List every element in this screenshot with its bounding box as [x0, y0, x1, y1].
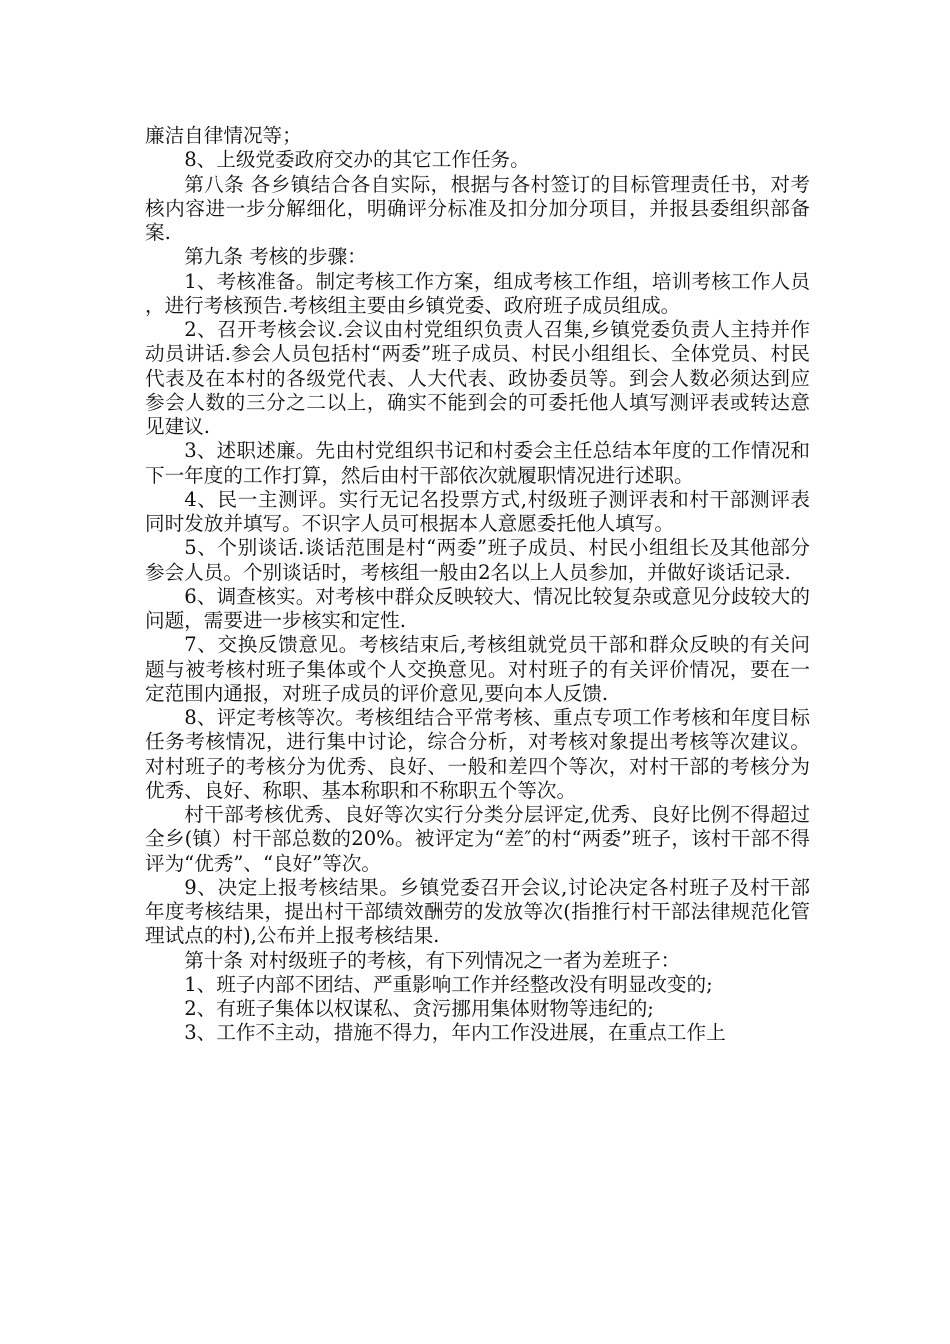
paragraph: 7、交换反馈意见。考核结束后,考核组就党员干部和群众反映的有关问题与被考核村班子集体或个人交换意见。对村班子的有关评价情况，要在一定范围内通报，对班子成员的评价意见,要向本人反馈.: [145, 633, 810, 705]
paragraph: 1、班子内部不团结、严重影响工作并经整改没有明显改变的;: [184, 972, 713, 996]
paragraph: 4、民一主测评。实行无记名投票方式,村级班子测评表和村干部测评表同时发放并填写。不识字人员可根据本人意愿委托他人填写。: [145, 487, 810, 535]
paragraph-article-8: 第八条 各乡镇结合各自实际，根据与各村签订的目标管理责任书，对考核内容进一步分解细化，明确评分标准及扣分加分项目，并报县委组织部备案.: [145, 172, 810, 244]
paragraph: 6、调查核实。对考核中群众反映较大、情况比较复杂或意见分歧较大的问题，需要进一步核实和定性.: [145, 584, 810, 632]
paragraph: 廉洁自律情况等；: [145, 124, 302, 147]
paragraph-article-9: 第九条 考核的步骤：: [184, 245, 367, 269]
paragraph: 2、有班子集体以权谋私、贪污挪用集体财物等违纪的;: [184, 997, 654, 1020]
paragraph: 2、召开考核会议.会议由村党组织负责人召集,乡镇党委负责人主持并作动员讲话.参会人员包括村“两委”班子成员、村民小组组长、全体党员、村民代表及在本村的各级党代表、人大代表、政协委员等。到会人数必须达到应参会人数的三分之二以上，确实不能到会的可委托他人填写测评表或转达意见建议.: [145, 318, 810, 438]
paragraph: 9、决定上报考核结果。乡镇党委召开会议,讨论决定各村班子及村干部年度考核结果，提出村干部绩效酬劳的发放等次(指推行村干部法律规范化管理试点的村),公布并上报考核结果.: [145, 875, 810, 948]
paragraph-article-10: 第十条 对村级班子的考核，有下列情况之一者为差班子：: [184, 948, 681, 972]
document-page: [145, 124, 810, 1046]
paragraph: 3、工作不主动，措施不得力，年内工作没进展，在重点工作上: [184, 1021, 726, 1045]
paragraph: 5、个别谈话.谈话范围是村“两委”班子成员、村民小组组长及其他部分参会人员。个别谈话时，考核组一般由2名以上人员参加，并做好谈话记录.: [145, 536, 810, 584]
paragraph: 3、述职述廉。先由村党组织书记和村委会主任总结本年度的工作情况和下一年度的工作打算，然后由村干部依次就履职情况进行述职。: [145, 439, 810, 487]
paragraph: 村干部考核优秀、良好等次实行分类分层评定,优秀、良好比例不得超过全乡(镇）村干部总数的20%。被评定为“差″的村“两委”班子，该村干部不得评为“优秀”、“良好”等次。: [145, 803, 810, 875]
paragraph: 1、考核准备。制定考核工作方案，组成考核工作组，培训考核工作人员，进行考核预告.考核组主要由乡镇党委、政府班子成员组成。: [145, 269, 810, 317]
paragraph: 8、上级党委政府交办的其它工作任务。: [184, 148, 530, 172]
paragraph: 8、评定考核等次。考核组结合平常考核、重点专项工作考核和年度目标任务考核情况，进行集中讨论，综合分析，对考核对象提出考核等次建议。对村班子的考核分为优秀、良好、一般和差四个等次，对村干部的考核分为优秀、良好、称职、基本称职和不称职五个等次。: [145, 706, 810, 802]
